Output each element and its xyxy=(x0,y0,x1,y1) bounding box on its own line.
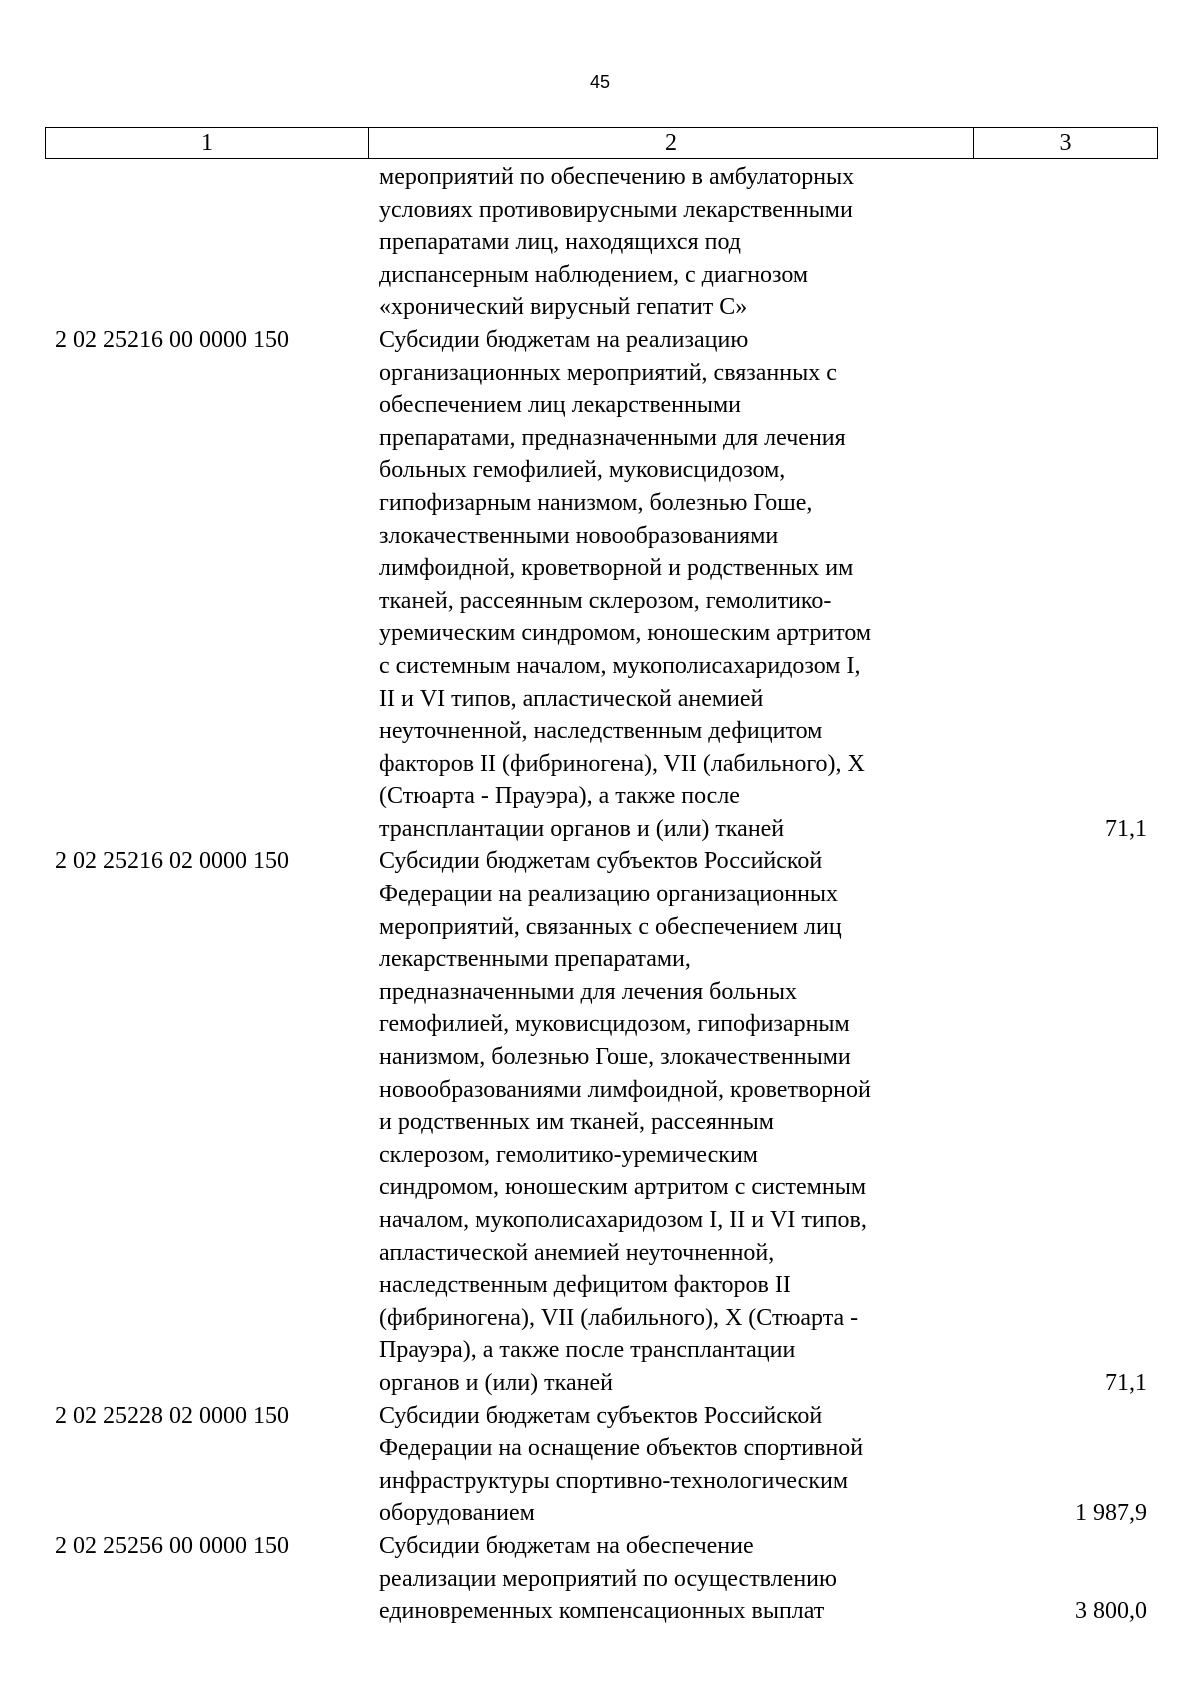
description xyxy=(368,1400,973,1530)
description-line: началом, мукополисахаридозом I, II и VI типов, xyxy=(379,1207,867,1233)
description-line: единовременных компенсационных выплат xyxy=(379,1598,825,1625)
amount xyxy=(973,161,1158,324)
description-line: «хронический вирусный гепатит С» xyxy=(379,294,748,321)
description-line: (фибриногена), VII (лабильного), X (Стюарта - xyxy=(379,1304,859,1331)
description-line: лимфоидной, кроветворной и родственных им xyxy=(379,555,854,582)
description-line: мероприятий, связанных с обеспечением лиц xyxy=(379,913,842,940)
description-line: больных гемофилией, муковисцидозом, xyxy=(379,457,786,484)
header-col-1: 1 xyxy=(46,128,369,158)
header-col-3: 3 xyxy=(1059,129,1072,156)
description-line: нанизмом, болезнью Гоше, злокачественными xyxy=(379,1044,851,1071)
budget-code: 2 02 25216 00 0000 150 xyxy=(55,326,289,353)
table-row xyxy=(45,1400,1158,1530)
description-line: лекарственными препаратами, xyxy=(379,946,691,973)
description-line: гемофилией, муковисцидозом, гипофизарным xyxy=(379,1011,850,1038)
budget-code: 2 02 25256 00 0000 150 xyxy=(55,1532,289,1559)
description-line: реализации мероприятий по осуществлению xyxy=(379,1565,837,1592)
table-header xyxy=(45,127,1158,159)
description-line: обеспечением лиц лекарственными xyxy=(379,392,742,419)
description-line: апластической анемией неуточненной, xyxy=(379,1239,775,1266)
description-line: Федерации на оснащение объектов спортивной xyxy=(379,1435,864,1462)
description-line: склерозом, гемолитико-уремическим xyxy=(379,1141,758,1168)
description-line: инфраструктуры спортивно-технологическим xyxy=(379,1467,849,1494)
description-line: гипофизарным нанизмом, болезнью Гоше, xyxy=(379,489,813,516)
description xyxy=(368,324,973,846)
description-line: с системным началом, мукополисахаридозом I, xyxy=(379,652,861,679)
table-row xyxy=(45,845,1158,1399)
amount: 1 987,9 xyxy=(1075,1500,1147,1527)
description-line: предназначенными для лечения больных xyxy=(379,978,797,1005)
description-line: синдромом, юношеским артритом с системным xyxy=(379,1174,867,1201)
description xyxy=(368,1530,973,1628)
description-line: условиях противовирусными лекарственными xyxy=(379,196,853,223)
description-line: трансплантации органов и (или) тканей xyxy=(379,815,785,842)
description-line: злокачественными новообразованиями xyxy=(379,522,779,549)
description-line: организационных мероприятий, связанных с xyxy=(379,359,837,386)
description-line: Субсидии бюджетам на обеспечение xyxy=(379,1532,754,1559)
description-line: диспансерным наблюдением, с диагнозом xyxy=(379,261,809,288)
description-line: неуточненной, наследственным дефицитом xyxy=(379,718,823,745)
description-line: тканей, рассеянным склерозом, гемолитико- xyxy=(379,587,832,614)
table-row xyxy=(45,161,1158,324)
table-body xyxy=(45,161,1158,1628)
description-line: II и VI типов, апластической анемией xyxy=(379,685,764,712)
description-line: органов и (или) тканей xyxy=(379,1369,613,1396)
description-line: мероприятий по обеспечению в амбулаторных xyxy=(379,164,855,190)
description-line: наследственным дефицитом факторов II xyxy=(379,1272,791,1299)
description-line: Прауэра), а также после трансплантации xyxy=(379,1337,796,1364)
description-line: факторов II (фибриногена), VII (лабильного), X xyxy=(379,750,865,777)
description-line: Субсидии бюджетам на реализацию xyxy=(379,326,749,353)
description-line: Субсидии бюджетам субъектов Российской xyxy=(379,1402,823,1429)
table-row xyxy=(45,324,1158,846)
description-line: и родственных им тканей, рассеянным xyxy=(379,1109,774,1136)
budget-code: 2 02 25216 02 0000 150 xyxy=(55,848,289,875)
budget-code: 2 02 25228 02 0000 150 xyxy=(55,1402,289,1429)
page-number: 45 xyxy=(589,72,611,92)
description-line: новообразованиями лимфоидной, кроветворной xyxy=(379,1076,871,1103)
description-line: уремическим синдромом, юношеским артритом xyxy=(379,620,872,647)
description-line: (Стюарта - Прауэра), а также после xyxy=(379,783,740,810)
description-line: препаратами лиц, находящихся под xyxy=(379,229,741,256)
description xyxy=(368,845,973,1399)
budget-code xyxy=(45,161,368,324)
description xyxy=(368,161,973,324)
description-line: оборудованием xyxy=(379,1500,535,1527)
description-line: Федерации на реализацию организационных xyxy=(379,881,839,908)
description-line: Субсидии бюджетам субъектов Российской xyxy=(379,848,823,875)
table-row xyxy=(45,1530,1158,1628)
amount: 3 800,0 xyxy=(1075,1598,1147,1625)
amount: 71,1 xyxy=(1105,815,1147,842)
description-line: препаратами, предназначенными для лечения xyxy=(379,424,846,451)
header-col-2: 2 xyxy=(369,128,974,158)
amount: 71,1 xyxy=(1105,1369,1147,1396)
